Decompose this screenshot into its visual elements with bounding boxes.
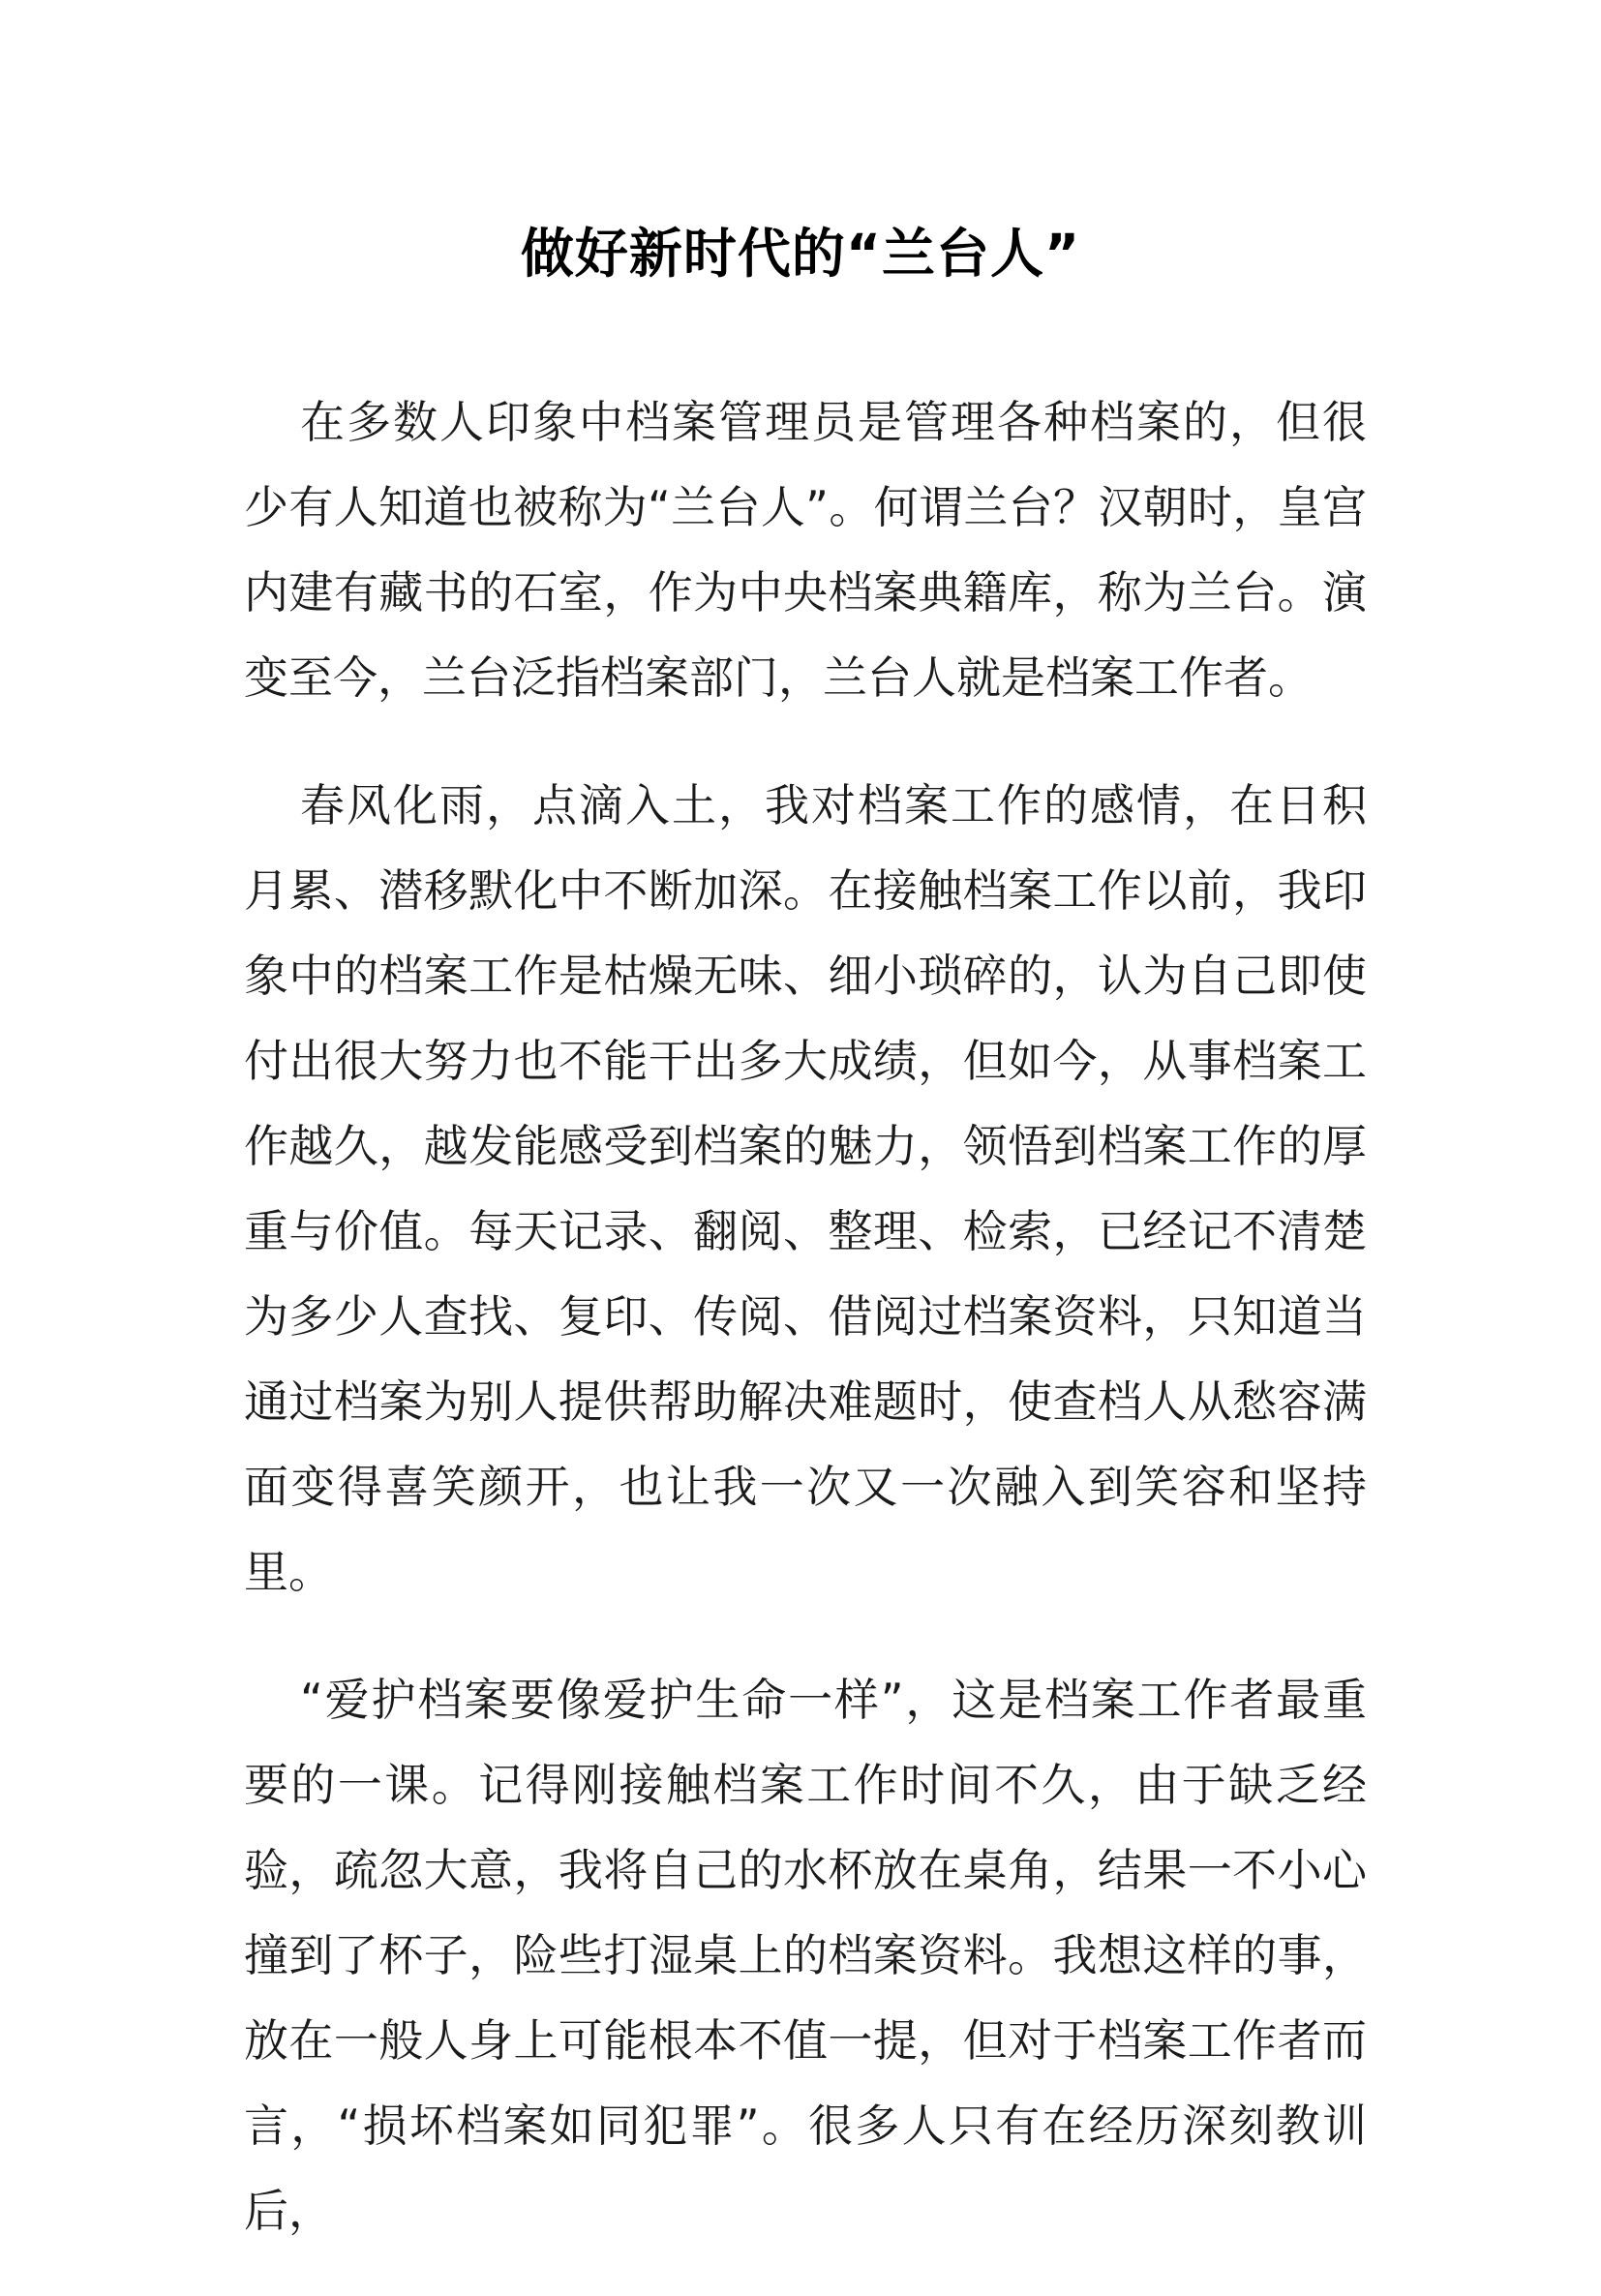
paragraph-1: 在多数人印象中档案管理员是管理各种档案的，但很少有人知道也被称为“兰台人”。何谓兰台？汉朝时，皇宫内建有藏书的石室，作为中央档案典籍库，称为兰台。演变至今，兰台泛指档案部门，兰台人就是档案工作者。	[244, 396, 1367, 704]
paragraph-2: 春风化雨，点滴入土，我对档案工作的感情，在日积月累、潜移默化中不断加深。在接触档案工作以前，我印象中的档案工作是枯燥无味、细小琐碎的，认为自己即使付出很大努力也不能干出多大成绩，但如今，从事档案工作越久，越发能感受到档案的魅力，领悟到档案工作的厚重与价值。每天记录、翻阅、整理、检索，已经记不清楚为多少人查找、复印、传阅、借阅过档案资料，只知道当通过档案为别人提供帮助解决难题时，使查档人从愁容满面变得喜笑颜开，也让我一次又一次融入到笑容和坚持里。	[244, 779, 1367, 1598]
document-title: 做好新时代的“兰台人”	[520, 223, 1081, 285]
document-body	[244, 379, 1367, 2296]
paragraph-3: “爱护档案要像爱护生命一样”，这是档案工作者最重要的一课。记得刚接触档案工作时间不久，由于缺乏经验，疏忽大意，我将自己的水杯放在桌角，结果一不小心撞到了杯子，险些打湿桌上的档案资料。我想这样的事，放在一般人身上可能根本不值一提，但对于档案工作者而言，“损坏档案如同犯罪”。很多人只有在经历深刻教训后，	[244, 1674, 1367, 2237]
